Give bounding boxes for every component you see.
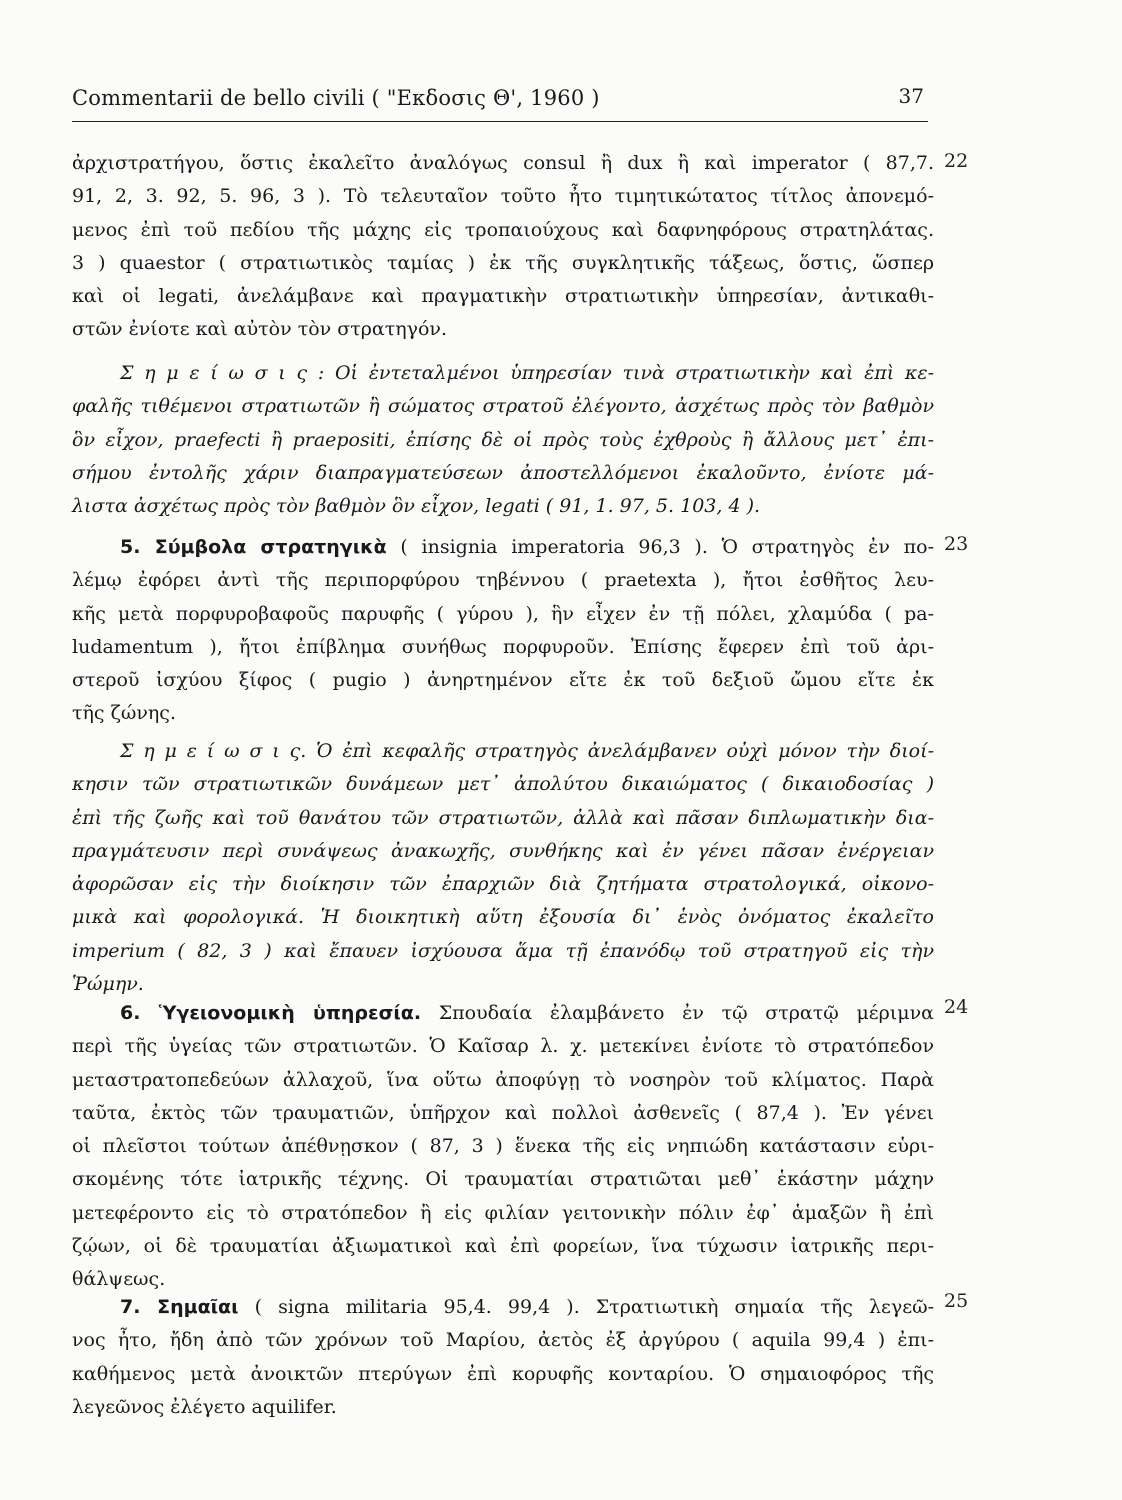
text-line: imperium ( 82, 3 ) καὶ ἔπαυεν ἰσχύουσα ἅμα τῇ ἐπανόδῳ τοῦ στρατηγοῦ εἰς τὴν	[72, 939, 934, 962]
section-heading: 5. Σύμβολα στρατηγικὰ	[120, 536, 387, 558]
text-line: κῆς μετὰ πορφυροβαφοῦς παρυφῆς ( γύρου ), ἣν εἶχεν ἐν τῇ πόλει, χλαμύδα ( pa-	[72, 602, 934, 625]
margin-number-25: 25	[944, 1290, 969, 1312]
paragraph-commanders	[72, 147, 934, 347]
text-line: ἐπὶ τῆς ζωῆς καὶ τοῦ θανάτου τῶν στρατιωτῶν, ἀλλὰ καὶ πᾶσαν διπλωματικὴν δια-	[72, 806, 934, 829]
section-heading: 6. Ὑγειονομικὴ ὑπηρεσία.	[120, 1002, 422, 1024]
page-number: 37	[898, 84, 924, 108]
text-line: φαλῆς τιθέμενοι στρατιωτῶν ἢ σώματος στρατοῦ ἐλέγοντο, ἀσχέτως πρὸς τὸν βαθμὸν	[72, 395, 934, 418]
text-line: καὶ οἱ legati, ἀνελάμβανε καὶ πραγματικὴν στρατιωτικὴν ὑπηρεσίαν, ἀντικαθι-	[72, 285, 934, 308]
text-line: 3 ) quaestor ( στρατιωτικὸς ταμίας ) ἐκ τῆς συγκλητικῆς τάξεως, ὅστις, ὥσπερ	[72, 251, 934, 274]
header-rule	[72, 121, 928, 122]
text-line: μετεφέροντο εἰς τὸ στρατόπεδον ἢ εἰς φιλίαν γειτονικὴν πόλιν ἐφ᾿ ἁμαξῶν ἢ ἐπὶ	[72, 1201, 934, 1224]
text-line: ταῦτα, ἐκτὸς τῶν τραυματιῶν, ὑπῆρχον καὶ πολλοὶ ἀσθενεῖς ( 87,4 ). Ἐν γένει	[72, 1101, 934, 1124]
text-line: λιστα ἀσχέτως πρὸς τὸν βαθμὸν ὃν εἶχον, legati ( 91, 1. 97, 5. 103, 4 ).	[72, 495, 761, 518]
margin-number-22: 22	[944, 150, 969, 172]
running-title: Commentarii de bello civili ( "Εκδοσις Θ', 1960 )	[72, 86, 600, 110]
text-line: Ῥώμην.	[72, 973, 144, 996]
text-line: μικὰ καὶ φορολογικά. Ἡ διοικητικὴ αὕτη ἐξουσία δι᾿ ἑνὸς ὀνόματος ἐκαλεῖτο	[72, 906, 934, 929]
section-first-line-text: ( insignia imperatoria 96,3 ). Ὁ στρατηγὸς ἐν πο-	[386, 536, 934, 558]
text-line: ὃν εἶχον, praefecti ἢ praepositi, ἐπίσης δὲ οἱ πρὸς τοὺς ἐχθροὺς ἢ ἄλλους μετ᾿ ἐπι-	[72, 428, 934, 451]
text-line: θάλψεως.	[72, 1268, 166, 1291]
text-line: τῆς ζώνης.	[72, 702, 176, 725]
section-6-medical	[72, 997, 934, 1297]
text-line: Σ η μ ε ί ω σ ι ς : Οἱ ἐντεταλμένοι ὑπηρεσίαν τινὰ στρατιωτικὴν καὶ ἐπὶ κε-	[120, 362, 934, 384]
text-line: ζῴων, οἱ δὲ τραυματίαι ἀξιωματικοὶ καὶ ἐπὶ φορείων, ἵνα τύχωσιν ἰατρικῆς περι-	[72, 1235, 934, 1258]
section-first-line	[72, 531, 934, 564]
section-heading: 7. Σημαῖαι	[120, 1296, 239, 1318]
margin-number-23: 23	[944, 533, 969, 555]
text-line: σήμου ἐντολῆς χάριν διαπραγματεύσεων ἀποστελλόμενοι ἐκαλοῦντο, ἐνίοτε μά-	[72, 461, 934, 484]
text-line: λεγεῶνος ἐλέγετο aquilifer.	[72, 1395, 337, 1418]
text-line: μενος ἐπὶ τοῦ πεδίου τῆς μάχης εἰς τροπαιούχους καὶ δαφνηφόρους στρατηλάτας.	[72, 218, 934, 241]
text-line: νος ἦτο, ἤδη ἀπὸ τῶν χρόνων τοῦ Μαρίου, ἀετὸς ἐξ ἀργύρου ( aquila 99,4 ) ἐπι-	[72, 1329, 934, 1352]
text-line: περὶ τῆς ὑγείας τῶν στρατιωτῶν. Ὁ Καῖσαρ λ. χ. μετεκίνει ἐνίοτε τὸ στρατόπεδον	[72, 1035, 934, 1058]
section-first-line-text: Σπουδαία ἐλαμβάνετο ἐν τῷ στρατῷ μέριμνα	[421, 1002, 934, 1024]
section-first-line-text: ( signa militaria 95,4. 99,4 ). Στρατιωτικὴ σημαία τῆς λεγεῶ-	[238, 1296, 935, 1318]
text-line: 91, 2, 3. 92, 5. 96, 3 ). Τὸ τελευταῖον τοῦτο ἦτο τιμητικώτατος τίτλος ἀπονεμό-	[72, 185, 934, 208]
running-header	[72, 80, 928, 120]
text-line: κησιν τῶν στρατιωτικῶν δυνάμεων μετ᾿ ἀπολύτου δικαιώματος ( δικαιοδοσίας )	[72, 773, 934, 796]
section-5-insignia	[72, 531, 934, 731]
text-line: σκομένης τότε ἰατρικῆς τέχνης. Οἱ τραυματίαι στρατιῶται μεθ᾿ ἑκάστην μάχην	[72, 1168, 934, 1191]
section-first-line	[72, 997, 934, 1030]
note-legati	[72, 357, 934, 523]
section-first-line	[72, 1291, 934, 1324]
margin-number-24: 24	[944, 996, 969, 1018]
text-line: πραγμάτευσιν περὶ συνάψεως ἀνακωχῆς, συνθήκης καὶ ἐν γένει πᾶσαν ἐνέργειαν	[72, 839, 934, 862]
text-line: ἀρχιστρατήγου, ὅστις ἐκαλεῖτο ἀναλόγως consul ἢ dux ἢ καὶ imperator ( 87,7.	[72, 152, 934, 174]
text-line: στεροῦ ἰσχύου ξίφος ( pugio ) ἀνηρτημένον εἴτε ἐκ τοῦ δεξιοῦ ὤμου εἴτε ἐκ	[72, 669, 934, 692]
text-line: λέμῳ ἐφόρει ἀντὶ τῆς περιπορφύρου τηβέννου ( praetexta ), ἤτοι ἐσθῆτος λευ-	[72, 569, 934, 592]
text-line: μεταστρατοπεδεύων ἀλλαχοῦ, ἵνα οὕτω ἀποφύγῃ τὸ νοσηρὸν τοῦ κλίματος. Παρὰ	[72, 1068, 934, 1091]
text-line: ἀφορῶσαν εἰς τὴν διοίκησιν τῶν ἐπαρχιῶν διὰ ζητήματα στρατολογικά, οἰκονο-	[72, 873, 934, 896]
text-line: στῶν ἐνίοτε καὶ αὐτὸν τὸν στρατηγόν.	[72, 318, 448, 341]
note-imperium	[72, 735, 934, 1001]
text-line: Σ η μ ε ί ω σ ι ς. Ὁ ἐπὶ κεφαλῆς στρατηγὸς ἀνελάμβανεν οὐχὶ μόνον τὴν διοί-	[120, 740, 934, 762]
text-line: καθήμενος μετὰ ἀνοικτῶν πτερύγων ἐπὶ κορυφῆς κονταρίου. Ὁ σημαιοφόρος τῆς	[72, 1362, 934, 1385]
text-line: ludamentum ), ἤτοι ἐπίβλημα συνήθως πορφυροῦν. Ἐπίσης ἔφερεν ἐπὶ τοῦ ἀρι-	[72, 635, 934, 658]
text-line: οἱ πλεῖστοι τούτων ἀπέθνῃσκον ( 87, 3 ) ἕνεκα τῆς εἰς νηπιώδη κατάστασιν εὑρι-	[72, 1135, 934, 1158]
section-7-standards	[72, 1291, 934, 1424]
